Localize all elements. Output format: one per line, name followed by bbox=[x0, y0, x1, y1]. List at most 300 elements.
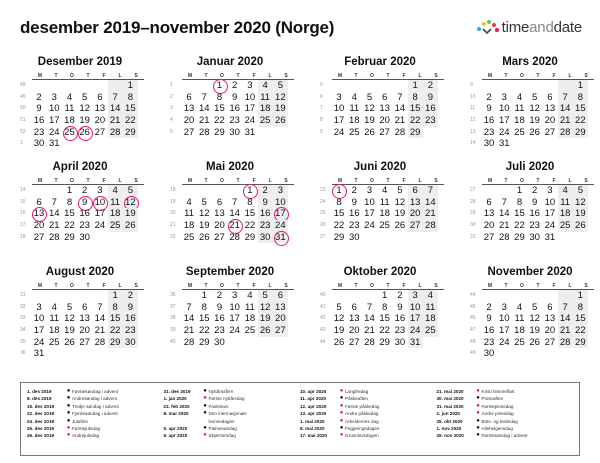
legend-column bbox=[437, 388, 574, 450]
week-row bbox=[470, 232, 588, 244]
weekday-label: M bbox=[337, 283, 343, 289]
observance-dot-icon: ● bbox=[203, 410, 207, 417]
weekday-label: O bbox=[70, 178, 74, 184]
day-cell: 14 bbox=[558, 103, 573, 115]
weekday-label: T bbox=[236, 283, 240, 289]
day-cell: 1 bbox=[66, 185, 73, 196]
day-cell: 2 bbox=[423, 80, 438, 92]
day-cell: 26 bbox=[273, 115, 288, 127]
observance-dot-icon: ● bbox=[203, 424, 207, 431]
observance-dot-icon: ● bbox=[66, 388, 71, 394]
weekday-label: T bbox=[504, 283, 508, 289]
week-number: 46 bbox=[470, 315, 476, 322]
week-number: 42 bbox=[320, 315, 326, 322]
legend-item bbox=[437, 418, 574, 425]
day-cell: 11 bbox=[108, 197, 123, 209]
weekday-label: O bbox=[220, 73, 224, 79]
week-row bbox=[170, 103, 288, 115]
weekday-label: O bbox=[220, 178, 224, 184]
week-number: 33 bbox=[20, 315, 26, 322]
day-cell: 20 bbox=[348, 325, 360, 337]
day-cell: 17 bbox=[48, 115, 60, 127]
day-cell: 29 bbox=[244, 231, 256, 243]
day-cell: 12 bbox=[333, 313, 345, 325]
day-cell: 23 bbox=[79, 220, 90, 232]
weekday-label: O bbox=[370, 178, 374, 184]
day-cell: 18 bbox=[48, 325, 60, 337]
day-cell: 3 bbox=[97, 185, 103, 196]
day-cell: 8 bbox=[408, 92, 423, 104]
week-number: 11 bbox=[470, 105, 476, 112]
legend-date: 17. mai 2020 bbox=[300, 433, 328, 439]
legend-item bbox=[27, 410, 164, 417]
empty-day-cell bbox=[123, 138, 138, 150]
empty-day-cell bbox=[512, 348, 527, 360]
week-row bbox=[320, 337, 438, 349]
day-cell: 27 bbox=[408, 220, 423, 232]
day-cell: 29 bbox=[214, 126, 225, 138]
empty-day-cell bbox=[108, 348, 123, 360]
week-number: 52 bbox=[20, 128, 26, 135]
day-cell: 18 bbox=[379, 208, 390, 220]
day-cell: 22 bbox=[573, 325, 588, 337]
day-cell: 17 bbox=[544, 208, 556, 220]
week-number: 13 bbox=[470, 128, 476, 135]
legend-date: 25. okt 2020 bbox=[436, 418, 463, 424]
day-cell: 30 bbox=[214, 336, 225, 348]
empty-day-cell bbox=[408, 232, 423, 244]
weekday-label: L bbox=[568, 283, 572, 289]
day-cell: 12 bbox=[573, 197, 588, 209]
legend-item bbox=[27, 395, 164, 402]
day-cell: 23 bbox=[483, 126, 495, 138]
day-cell: 15 bbox=[514, 208, 525, 220]
legend-item bbox=[164, 410, 301, 417]
holiday-day-cell: 1 bbox=[242, 185, 257, 197]
week-row bbox=[320, 80, 438, 92]
timeanddate-logo[interactable] bbox=[477, 19, 582, 36]
empty-day-cell bbox=[558, 138, 573, 150]
day-cell: 31 bbox=[544, 231, 556, 243]
day-cell: 5 bbox=[273, 80, 288, 92]
week-number: 9 bbox=[470, 82, 473, 88]
day-cell: 18 bbox=[423, 313, 438, 325]
day-cell: 23 bbox=[423, 115, 438, 127]
day-cell: 1 bbox=[123, 80, 138, 92]
day-cell: 28 bbox=[48, 231, 60, 243]
legend-item bbox=[27, 403, 164, 410]
legend-date: 10. apr 2020 bbox=[300, 389, 327, 394]
day-cell: 12 bbox=[529, 313, 540, 325]
observance-dot-icon: ● bbox=[339, 424, 344, 431]
day-cell: 17 bbox=[244, 103, 256, 115]
day-cell: 9 bbox=[397, 301, 403, 313]
week-row bbox=[20, 92, 138, 104]
day-cell: 12 bbox=[64, 313, 75, 325]
day-cell: 1 bbox=[108, 290, 123, 302]
week-number: 39 bbox=[170, 327, 176, 334]
weekday-label: T bbox=[86, 73, 90, 79]
weekday-label: T bbox=[204, 283, 208, 289]
day-cell: 24 bbox=[498, 336, 510, 348]
day-cell: 26 bbox=[64, 336, 75, 348]
empty-day-cell bbox=[77, 348, 92, 360]
week-number: 10 bbox=[470, 93, 476, 100]
weekday-label: S bbox=[584, 73, 588, 79]
legend-item bbox=[164, 403, 301, 410]
weekday-header-row bbox=[332, 72, 444, 80]
day-cell: 14 bbox=[423, 197, 438, 209]
empty-day-cell bbox=[258, 337, 273, 349]
weekday-label: O bbox=[520, 73, 524, 79]
day-cell: 2 bbox=[532, 185, 538, 196]
weekday-label: S bbox=[134, 283, 138, 289]
weekday-label: S bbox=[434, 283, 438, 289]
empty-day-cell bbox=[527, 138, 542, 150]
day-cell: 21 bbox=[558, 115, 573, 127]
week-row bbox=[320, 313, 438, 325]
day-cell: 21 bbox=[48, 220, 60, 232]
logo-dots-icon bbox=[477, 20, 499, 36]
day-cell: 20 bbox=[544, 115, 556, 127]
day-cell: 25 bbox=[348, 126, 360, 138]
week-row bbox=[20, 185, 138, 197]
day-cell: 4 bbox=[516, 91, 523, 103]
weekday-label: M bbox=[37, 73, 43, 79]
empty-day-cell bbox=[423, 127, 438, 139]
legend-date: 1. nov 2020 bbox=[436, 425, 462, 431]
empty-day-cell bbox=[558, 80, 573, 92]
day-cell: 13 bbox=[379, 103, 390, 115]
empty-day-cell bbox=[347, 80, 362, 92]
day-cell: 24 bbox=[94, 220, 106, 232]
day-cell: 28 bbox=[183, 336, 195, 348]
day-cell: 12 bbox=[79, 103, 90, 115]
day-cell: 14 bbox=[498, 208, 510, 220]
weekday-label: T bbox=[504, 178, 508, 184]
empty-day-cell bbox=[108, 80, 123, 92]
day-cell: 8 bbox=[336, 196, 342, 208]
day-cell: 3 bbox=[247, 80, 253, 91]
day-cell: 30 bbox=[394, 336, 406, 348]
week-number: 26 bbox=[320, 222, 326, 229]
week-number: 30 bbox=[470, 222, 476, 229]
day-cell: 25 bbox=[379, 220, 390, 232]
weekday-label: S bbox=[284, 178, 288, 184]
legend-date: 31. des 2019 bbox=[163, 389, 191, 394]
weekday-label: T bbox=[386, 178, 390, 184]
day-cell: 1 bbox=[408, 80, 423, 92]
weekday-label: M bbox=[487, 73, 493, 79]
legend-date: 23. feb 2020 bbox=[163, 403, 190, 409]
holiday-day-cell: 25 bbox=[62, 127, 77, 139]
month-title: Oktober 2020 bbox=[343, 266, 417, 278]
day-cell: 30 bbox=[258, 232, 273, 244]
legend-column bbox=[164, 388, 301, 450]
legend-holiday-name: Tredje søndag i advent bbox=[72, 403, 119, 409]
weekday-label: T bbox=[204, 73, 208, 79]
legend-holiday-name: Første nyttårsdag bbox=[208, 396, 245, 402]
legend-column bbox=[300, 388, 437, 450]
public-holiday-dot-icon: ● bbox=[203, 395, 207, 402]
day-cell: 18 bbox=[348, 115, 360, 127]
day-cell: 20 bbox=[408, 208, 423, 220]
empty-day-cell bbox=[573, 232, 588, 244]
day-cell: 29 bbox=[123, 127, 138, 139]
empty-day-cell bbox=[362, 232, 377, 244]
empty-day-cell bbox=[181, 290, 196, 302]
week-number: 44 bbox=[470, 292, 476, 298]
week-row bbox=[320, 127, 438, 139]
empty-day-cell bbox=[331, 290, 346, 302]
day-cell: 11 bbox=[49, 313, 60, 325]
week-row bbox=[320, 220, 438, 232]
weekday-header-row bbox=[32, 72, 144, 80]
day-cell: 11 bbox=[423, 302, 438, 314]
day-cell: 7 bbox=[97, 301, 103, 313]
week-row bbox=[20, 138, 138, 150]
week-row bbox=[20, 290, 138, 302]
month-calendar bbox=[150, 263, 300, 368]
week-number: 36 bbox=[20, 350, 26, 357]
day-cell: 28 bbox=[198, 126, 210, 138]
day-cell: 11 bbox=[244, 301, 255, 313]
legend-item bbox=[164, 418, 301, 425]
weekday-label: L bbox=[268, 73, 272, 79]
day-cell: 13 bbox=[183, 103, 195, 115]
header bbox=[20, 10, 590, 40]
day-cell: 1 bbox=[201, 290, 207, 301]
empty-day-cell bbox=[92, 232, 107, 244]
legend-date: 1. jan 2020 bbox=[163, 396, 187, 402]
day-cell: 22 bbox=[108, 325, 123, 337]
observance-dot-icon: ● bbox=[66, 410, 71, 417]
day-cell: 3 bbox=[408, 290, 423, 302]
day-cell: 7 bbox=[397, 91, 403, 103]
weekday-label: O bbox=[70, 283, 74, 289]
legend-holiday-name: Pinseaften bbox=[481, 396, 504, 402]
day-cell: 19 bbox=[273, 103, 288, 115]
weekday-label: F bbox=[252, 73, 256, 79]
public-holiday-dot-icon: ● bbox=[339, 388, 344, 394]
day-cell: 8 bbox=[201, 301, 207, 313]
empty-day-cell bbox=[181, 185, 196, 197]
day-cell: 18 bbox=[514, 115, 525, 127]
day-cell: 18 bbox=[558, 208, 573, 220]
week-row bbox=[20, 232, 138, 244]
legend-date: 26. des 2019 bbox=[27, 433, 55, 439]
weekday-label: O bbox=[370, 283, 374, 289]
month-grid bbox=[170, 177, 288, 243]
day-cell: 20 bbox=[379, 115, 390, 127]
legend-holiday-name: Andresøndag i advent bbox=[72, 396, 117, 402]
week-number: 31 bbox=[20, 292, 26, 298]
day-cell: 7 bbox=[366, 301, 373, 313]
day-cell: 15 bbox=[573, 103, 588, 115]
week-number: 18 bbox=[20, 233, 26, 240]
legend-date: 1. jun 2020 bbox=[436, 411, 460, 417]
day-cell: 5 bbox=[336, 301, 342, 313]
day-cell: 31 bbox=[498, 138, 510, 150]
day-cell: 27 bbox=[483, 231, 495, 243]
day-cell: 5 bbox=[66, 301, 73, 313]
day-cell: 25 bbox=[514, 126, 525, 138]
day-cell: 12 bbox=[273, 92, 288, 104]
week-number: 27 bbox=[320, 233, 326, 240]
day-cell: 19 bbox=[364, 115, 375, 127]
day-cell: 8 bbox=[108, 302, 123, 314]
week-row bbox=[320, 232, 438, 244]
week-row bbox=[320, 185, 438, 197]
week-row bbox=[470, 302, 588, 314]
day-cell: 24 bbox=[364, 220, 375, 232]
day-cell: 7 bbox=[201, 91, 207, 103]
day-cell: 2 bbox=[486, 301, 492, 313]
day-cell: 19 bbox=[573, 208, 588, 220]
weekday-header-row bbox=[32, 282, 144, 290]
day-cell: 5 bbox=[123, 185, 138, 197]
week-row bbox=[20, 337, 138, 349]
day-cell: 24 bbox=[33, 336, 45, 348]
day-cell: 7 bbox=[501, 196, 507, 208]
day-cell: 4 bbox=[382, 185, 388, 196]
weekday-label: T bbox=[54, 283, 58, 289]
day-cell: 21 bbox=[183, 325, 195, 337]
month-grid bbox=[470, 177, 588, 243]
weekday-label: O bbox=[220, 283, 224, 289]
day-cell: 15 bbox=[214, 103, 225, 115]
week-row bbox=[170, 302, 288, 314]
empty-day-cell bbox=[77, 290, 92, 302]
month-calendar bbox=[300, 263, 450, 368]
weekday-label: F bbox=[102, 73, 106, 79]
observance-dot-icon: ● bbox=[476, 432, 480, 439]
day-cell: 18 bbox=[244, 313, 256, 325]
empty-day-cell bbox=[558, 348, 573, 360]
day-cell: 25 bbox=[423, 325, 438, 337]
day-cell: 7 bbox=[558, 92, 573, 104]
weekday-label: O bbox=[70, 73, 74, 79]
day-cell: 15 bbox=[573, 313, 588, 325]
week-number: 25 bbox=[320, 210, 326, 217]
legend-item bbox=[27, 418, 164, 425]
day-cell: 15 bbox=[244, 208, 256, 220]
holiday-day-cell: 13 bbox=[31, 208, 46, 220]
day-cell: 31 bbox=[48, 138, 60, 150]
weekday-label: F bbox=[402, 283, 406, 289]
day-cell: 9 bbox=[258, 197, 273, 209]
legend-holiday-name: Førstesøndag i advent bbox=[72, 389, 118, 394]
day-cell: 16 bbox=[483, 115, 495, 127]
weekday-label: S bbox=[134, 73, 138, 79]
weekday-label: L bbox=[268, 178, 272, 184]
day-cell: 11 bbox=[514, 103, 525, 115]
weekday-header-row bbox=[482, 72, 594, 80]
day-cell: 22 bbox=[408, 115, 423, 127]
day-cell: 28 bbox=[423, 220, 438, 232]
empty-day-cell bbox=[77, 80, 92, 92]
day-cell: 28 bbox=[94, 336, 106, 348]
day-cell: 8 bbox=[573, 92, 588, 104]
week-number: 32 bbox=[20, 303, 26, 310]
week-number: 22 bbox=[170, 233, 176, 240]
day-cell: 29 bbox=[573, 337, 588, 349]
week-row bbox=[320, 302, 438, 314]
day-cell: 22 bbox=[514, 220, 525, 232]
day-cell: 6 bbox=[382, 91, 388, 103]
week-number: 5 bbox=[320, 82, 323, 88]
empty-day-cell bbox=[47, 185, 62, 197]
legend-item bbox=[300, 388, 437, 395]
day-cell: 9 bbox=[216, 301, 223, 313]
legend-item bbox=[164, 432, 301, 439]
empty-day-cell bbox=[258, 127, 273, 139]
empty-day-cell bbox=[497, 185, 512, 197]
month-grid bbox=[320, 177, 438, 243]
day-cell: 20 bbox=[273, 313, 288, 325]
legend-date: 8. mai 2020 bbox=[300, 425, 325, 431]
week-number: 23 bbox=[320, 187, 326, 193]
week-number: 19 bbox=[170, 198, 176, 205]
weekday-header-row bbox=[182, 72, 294, 80]
week-row bbox=[20, 80, 138, 92]
day-cell: 26 bbox=[198, 231, 210, 243]
month-grid bbox=[470, 282, 588, 360]
week-row bbox=[320, 92, 438, 104]
day-cell: 30 bbox=[529, 231, 540, 243]
day-cell: 5 bbox=[201, 196, 207, 208]
week-number: 40 bbox=[170, 338, 176, 345]
week-row bbox=[20, 115, 138, 127]
month-title: November 2020 bbox=[487, 266, 573, 278]
week-number: 1 bbox=[20, 140, 23, 147]
day-cell: 23 bbox=[123, 325, 138, 337]
week-row bbox=[170, 313, 288, 325]
day-cell: 19 bbox=[529, 115, 540, 127]
weekday-label: O bbox=[370, 73, 374, 79]
empty-day-cell bbox=[573, 138, 588, 150]
week-number: 15 bbox=[20, 198, 26, 205]
empty-day-cell bbox=[62, 138, 77, 150]
day-cell: 31 bbox=[33, 348, 45, 360]
empty-day-cell bbox=[31, 290, 46, 302]
day-cell: 8 bbox=[573, 302, 588, 314]
day-cell: 9 bbox=[486, 103, 492, 115]
day-cell: 2 bbox=[216, 290, 223, 301]
weekday-label: L bbox=[568, 73, 572, 79]
week-row bbox=[20, 103, 138, 115]
observance-dot-icon: ● bbox=[203, 402, 207, 409]
week-row bbox=[20, 348, 138, 360]
day-cell: 14 bbox=[94, 313, 106, 325]
week-number: 28 bbox=[470, 198, 476, 205]
legend-date: 9. apr 2020 bbox=[163, 433, 188, 439]
holiday-day-cell: 21 bbox=[227, 220, 242, 232]
day-cell: 25 bbox=[258, 115, 273, 127]
month-title: Mai 2020 bbox=[206, 161, 254, 173]
day-cell: 3 bbox=[547, 185, 553, 196]
empty-day-cell bbox=[331, 80, 346, 92]
day-cell: 23 bbox=[483, 336, 495, 348]
day-cell: 10 bbox=[48, 103, 60, 115]
week-row bbox=[470, 290, 588, 302]
day-cell: 13 bbox=[214, 208, 225, 220]
legend-item bbox=[164, 395, 301, 402]
day-cell: 2 bbox=[397, 290, 403, 301]
week-number: 5 bbox=[170, 128, 173, 135]
legend-date: 31. mai 2020 bbox=[436, 403, 464, 409]
week-row bbox=[470, 348, 588, 360]
